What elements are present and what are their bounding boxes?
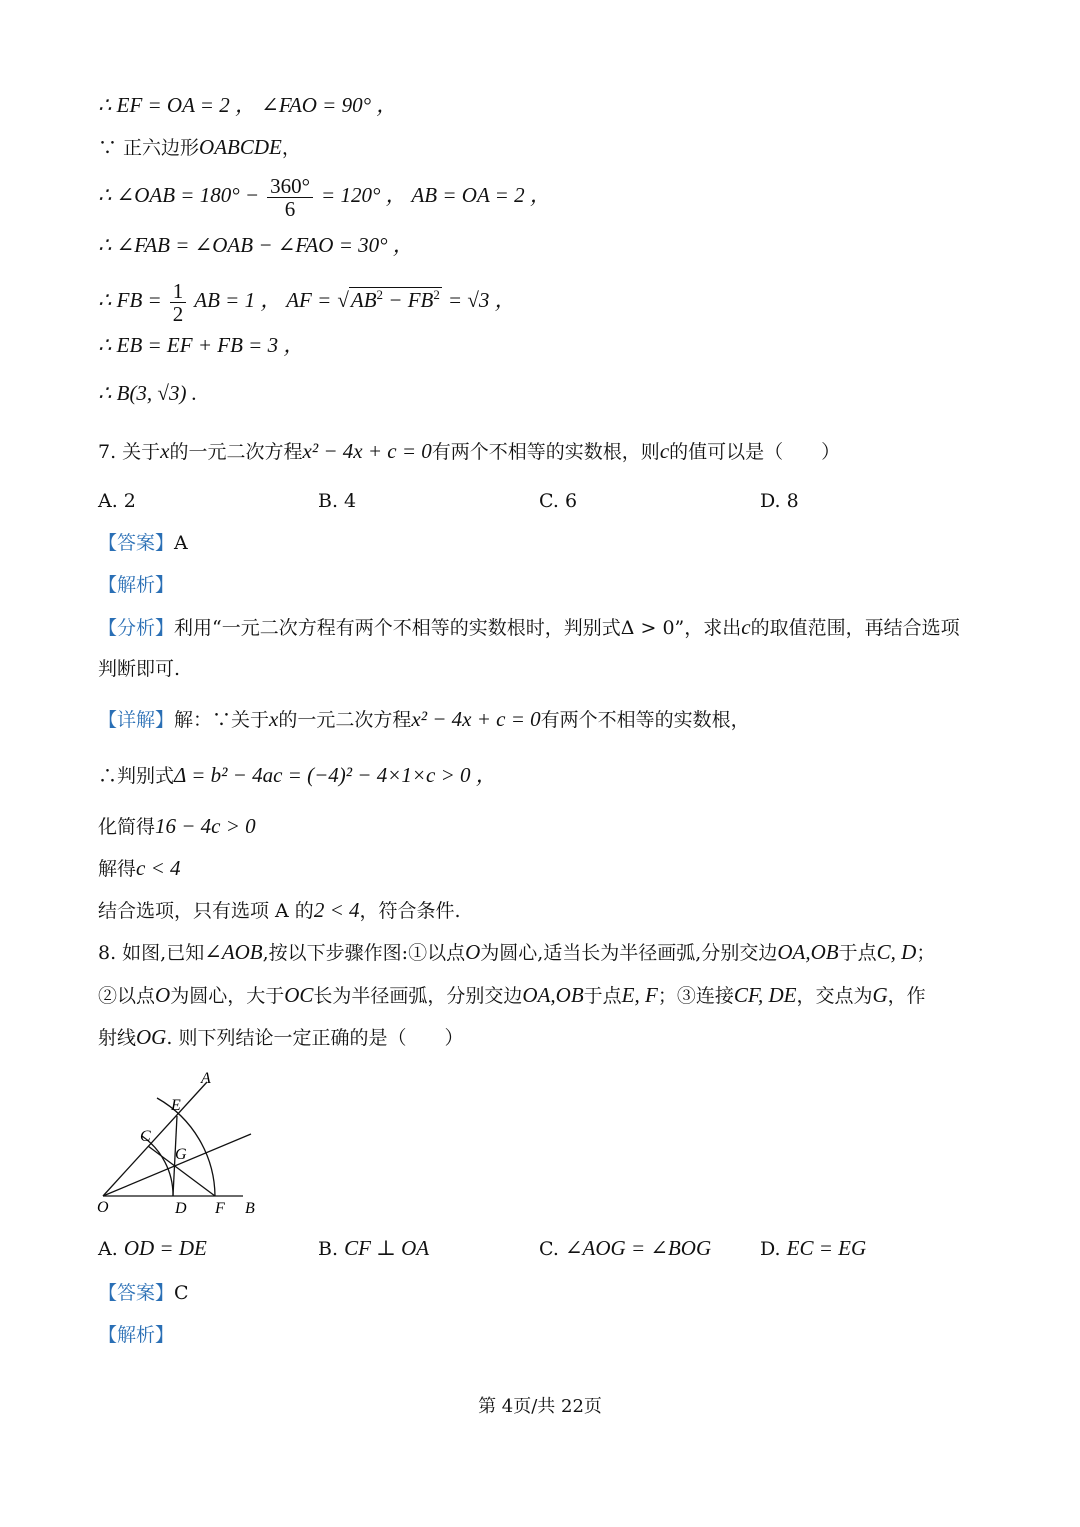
arc-cd <box>142 1136 173 1196</box>
q7-answer: 【答案】A <box>98 532 188 554</box>
q8-option-d: D. EC = EG <box>760 1236 867 1260</box>
q7-option-c: C. 6 <box>539 490 578 512</box>
label-a: A <box>201 1070 211 1087</box>
q8-answer: 【答案】C <box>98 1282 189 1304</box>
q7-step-4: 结合选项，只有选项 A 的2 < 4，符合条件. <box>98 898 461 922</box>
label-b: B <box>245 1200 255 1217</box>
q7-fenxi-cont: 判断即可. <box>98 658 181 680</box>
label-o: O <box>97 1199 109 1216</box>
solution-line-3: ∴ ∠OAB = 180° − $\frac{360^\circ}{6}$ = 120° ， AB = OA = 2 ， <box>98 173 551 221</box>
q7-analysis-tag: 【解析】 <box>98 574 175 596</box>
solution-line-5: ∴ FB = $\frac{1}{2}$ AB = 1 ， AF = $√AB^2 - FB^2 = √3$ ， <box>98 278 516 326</box>
q8-stem-line-2: ②以点O为圆心，大于OC长为半径画弧，分别交边OA,OB于点E, F；③连接CF, DE，交点为G，作 <box>98 983 926 1007</box>
solution-line-6: ∴ EB = EF + FB = 3 ， <box>98 333 305 357</box>
q7-option-d: D. 8 <box>760 490 799 512</box>
ray-og <box>103 1134 251 1196</box>
q8-stem-line-3: 射线OG. 则下列结论一定正确的是（ ） <box>98 1025 464 1049</box>
q7-step-3: 解得c < 4 <box>98 856 181 880</box>
q7-xiangjie: 【详解】解：∵关于x的一元二次方程x² − 4x + c = 0有两个不相等的实数根， <box>98 707 750 731</box>
solution-line-1: ∴ EF = OA = 2 ， ∠FAO = 90° ， <box>98 93 398 117</box>
solution-line-4: ∴ ∠FAB = ∠OAB − ∠FAO = 30° ， <box>98 233 414 257</box>
label-f: F <box>215 1200 225 1217</box>
page-footer: 第 4页/共 22页 <box>478 1396 602 1417</box>
q7-step-1: ∴判别式Δ = b² − 4ac = (−4)² − 4×1×c > 0 ， <box>98 763 497 787</box>
q8-option-a: A. OD = DE <box>98 1236 207 1260</box>
q8-option-b: B. CF ⊥ OA <box>318 1236 430 1260</box>
q7-stem: 7. 关于x的一元二次方程x² − 4x + c = 0有两个不相等的实数根，则c的值可以是（ ） <box>98 439 841 463</box>
label-c: C <box>140 1128 151 1145</box>
q7-option-a: A. 2 <box>98 490 136 512</box>
label-e: E <box>171 1097 181 1114</box>
solution-line-7: ∴ B(3, √3) . <box>98 381 197 405</box>
q8-analysis-tag: 【解析】 <box>98 1324 175 1346</box>
label-g: G <box>175 1146 187 1163</box>
q7-step-2: 化简得16 − 4c > 0 <box>98 814 256 838</box>
q8-stem-line-1: 8. 如图,已知∠AOB,按以下步骤作图:①以点O为圆心,适当长为半径画弧,分别交边OA,OB于点C, D； <box>98 940 936 964</box>
q7-option-b: B. 4 <box>318 490 357 512</box>
solution-line-2: ∵ 正六边形OABCDE， <box>98 135 301 159</box>
angle-construction-figure <box>95 1068 265 1218</box>
q7-fenxi: 【分析】利用“一元二次方程有两个不相等的实数根时，判别式Δ > 0”，求出c的取值范围，再结合选项 <box>98 615 960 639</box>
label-d: D <box>175 1200 187 1217</box>
q8-option-c: C. ∠AOG = ∠BOG <box>539 1236 712 1260</box>
